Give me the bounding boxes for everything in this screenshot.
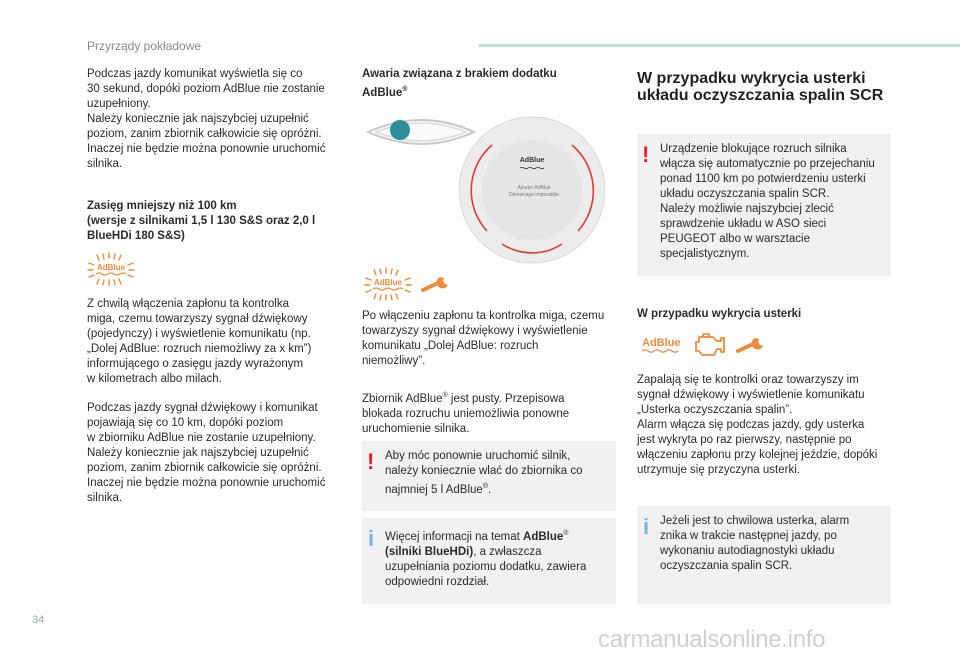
wrench-icon (420, 273, 452, 295)
adblue-fault-label: AdBlue (642, 337, 681, 349)
page-number: 34 (32, 614, 45, 626)
visor-indicator-dot (390, 120, 410, 140)
col2-info-box (362, 518, 616, 604)
col3-paragraph-1: Zapalają się te kontrolki oraz towarzyszy im sygnał dźwiękowy i wyświetlenie komunikatu „Usterka oczyszczania spalin”. Alarm włącza się podczas jazdy, gdy usterka jest wykryta po raz pierwszy, następnie po włączeniu zapłonu przy kolejnej jeździe, dopóki utrzymuje się przyczyna usterki. (637, 374, 878, 476)
col2-warning-box (362, 441, 616, 511)
col2-paragraph-1: Po włączeniu zapłonu ta kontrolka miga, czemu towarzyszy sygnał dźwiękowy i wyświetlenie komunikatu „Dolej AdBlue: rozruch niemożliwy”. (362, 310, 605, 367)
col2-info-text: Więcej informacji na temat AdBlue® (silniki BlueHDi), a zwłaszcza uzupełniania poziomu dodatku, zawiera odpowiedni rozdział. (385, 530, 587, 588)
watermark: carmanualsonline.info (598, 626, 826, 653)
col2-heading: Awaria związana z brakiem dodatku AdBlue® (362, 68, 557, 99)
wrench-icon-2 (735, 334, 767, 356)
adblue-text-icon (640, 333, 686, 355)
col3-warning-box (637, 134, 891, 276)
info-i-icon: i (368, 526, 375, 551)
adblue-icon-label-2: AdBlue (374, 278, 402, 287)
col2-paragraph-2: Zbiornik AdBlue® jest pusty. Przepisowa blokada rozruchu uniemożliwia ponowne uruchomienie silnika. (362, 392, 570, 435)
col1-heading-range: Zasięg mniejszy niż 100 km (wersje z silnikami 1,5 l 130 S&S oraz 2,0 l BlueHDi 180 S&S) (87, 200, 316, 242)
warning-exclamation-icon-2: ! (642, 142, 650, 167)
col3-title: W przypadku wykrycia usterki układu oczyszczania spalin SCR (637, 70, 884, 104)
col3-subheading: W przypadku wykrycia usterki (637, 308, 802, 320)
info-i-icon-2: i (643, 514, 650, 539)
col1-paragraph-2: Z chwilą włączenia zapłonu ta kontrolka miga, czemu towarzyszy sygnał dźwiękowy (pojedynczy) i wyświetlenie komunikatu (np. „Dolej AdBlue: rozruch niemożliwy za x km”) informującego o zasięgu jazdy wyrażonym w kilometrach albo milach. (87, 298, 312, 385)
adblue-icon-label: AdBlue (97, 263, 125, 272)
header-accent-line (479, 44, 960, 47)
adblue-warning-icon-2 (362, 267, 414, 301)
col3-warning-text: Urządzenie blokujące rozruch silnika włącza się automatycznie po przejechaniu ponad 1100 km po potwierdzeniu usterki układu oczyszczania spalin SCR. Należy możliwie najszybciej zlecić sprawdzenie układu w ASO sieci PEUGEOT albo w warsztacie specjalistycznym. (660, 143, 875, 260)
col2-warning-text: Aby móc ponownie uruchomić silnik, należy koniecznie wlać do zbiornika co najmniej 5 l AdBlue®. (385, 450, 583, 496)
gauge-msg-line2: Démarrage impossible (508, 192, 560, 198)
section-title: Przyrządy pokładowe (87, 39, 202, 53)
gauge-msg-line1: Ajouter AdBlue (517, 185, 551, 191)
col1-paragraph-3: Podczas jazdy sygnał dźwiękowy i komunikat pojawiają się co 10 km, dopóki poziom w zbiorniku AdBlue nie zostanie uzupełniony. Należy koniecznie jak najszybciej uzupełnić poziom, zanim zbiornik całkowicie się opróżni. Inaczej nie będzie można ponownie uruchomić silnika. (87, 402, 326, 504)
col3-info-text: Jeżeli jest to chwilowa usterka, alarm znika w trakcie następnej jazdy, po wykonaniu autodiagnostyki układu oczyszczania spalin SCR. (660, 515, 850, 572)
gauge-adblue-label: AdBlue (519, 157, 545, 164)
engine-fault-icon (690, 329, 726, 359)
col1-paragraph-1: Podczas jazdy komunikat wyświetla się co 30 sekund, dopóki poziom AdBlue nie zostanie uzupełniony. Należy koniecznie jak najszybciej uzupełnić poziom, zanim zbiornik całkowicie się opróżni. Inaczej nie będzie można ponownie uruchomić silnika. (87, 68, 326, 170)
adblue-warning-icon (85, 252, 137, 286)
instrument-gauge-illustration (362, 110, 612, 275)
warning-exclamation-icon: ! (367, 449, 375, 474)
col3-info-box (637, 506, 891, 604)
